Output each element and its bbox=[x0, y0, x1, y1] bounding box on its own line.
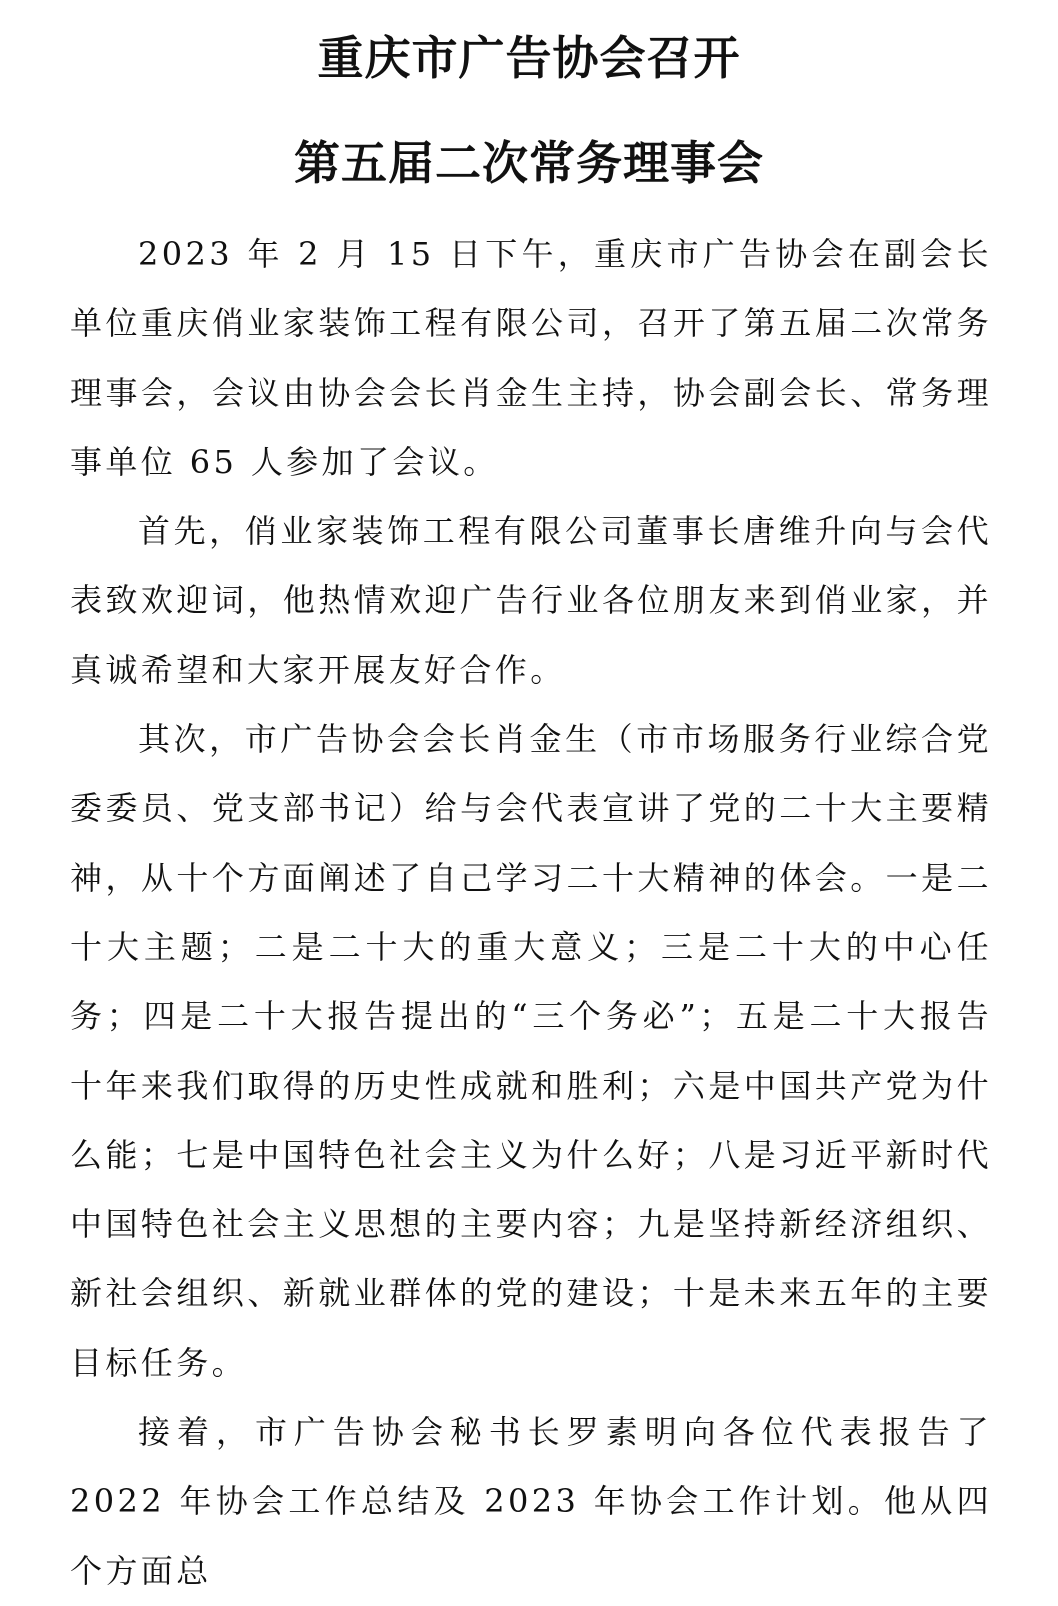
title-line-1: 重庆市广告协会召开 bbox=[317, 31, 741, 85]
paragraph: 首先，俏业家装饰工程有限公司董事长唐维升向与会代表致欢迎词，他热情欢迎广告行业各位朋友来到俏业家，并真诚希望和大家开展友好合作。 bbox=[70, 512, 992, 689]
title-line-2: 第五届二次常务理事会 bbox=[294, 136, 764, 190]
paragraph: 2023 年 2 月 15 日下午，重庆市广告协会在副会长单位重庆俏业家装饰工程有限公司，召开了第五届二次常务理事会，会议由协会会长肖金生主持，协会副会长、常务理事单位 65 人参加了会议。 bbox=[70, 235, 992, 481]
paragraph: 其次，市广告协会会长肖金生（市市场服务行业综合党委委员、党支部书记）给与会代表宣讲了党的二十大主要精神，从十个方面阐述了自己学习二十大精神的体会。一是二十大主题；二是二十大的重大意义；三是二十大的中心任务；四是二十大报告提出的“三个务必”；五是二十大报告十年来我们取得的历史性成就和胜利；六是中国共产党为什么能；七是中国特色社会主义为什么好；八是习近平新时代中国特色社会主义思想的主要内容；九是坚持新经济组织、新社会组织、新就业群体的党的建设；十是未来五年的主要目标任务。 bbox=[70, 720, 992, 1382]
paragraph: 接着，市广告协会秘书长罗素明向各位代表报告了 2022 年协会工作总结及 2023 年协会工作计划。他从四个方面总 bbox=[70, 1413, 992, 1590]
article-body bbox=[70, 220, 992, 1606]
